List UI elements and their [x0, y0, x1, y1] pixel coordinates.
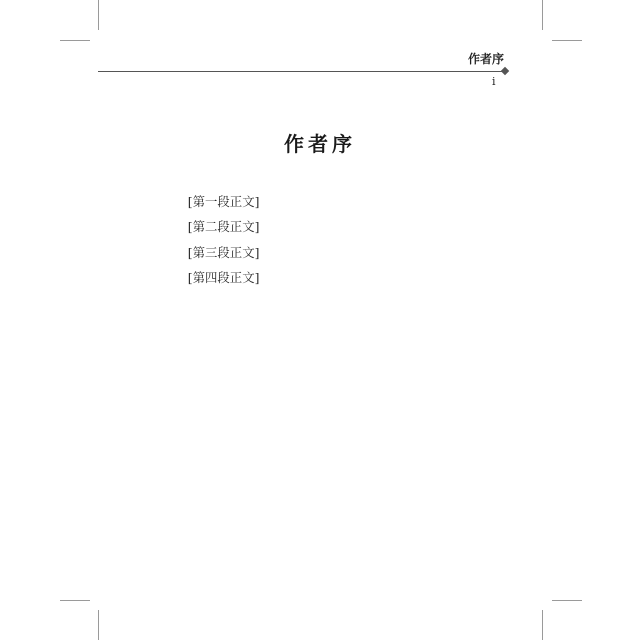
page-number: i	[492, 75, 496, 88]
crop-mark-top-right-h	[552, 40, 582, 41]
paragraph-1: [第一段正文]	[187, 194, 260, 209]
crop-mark-top-left-h	[60, 40, 90, 41]
header-diamond-ornament	[501, 67, 509, 75]
paragraph-2: [第二段正文]	[187, 219, 260, 235]
paragraph-3: [第三段正文]	[187, 244, 260, 260]
crop-mark-bottom-right-h	[552, 600, 582, 601]
crop-mark-bottom-right	[542, 610, 543, 640]
crop-mark-bottom-left-h	[60, 600, 90, 601]
paragraph-4: [第四段正文]	[187, 270, 260, 286]
body-text	[163, 190, 508, 292]
crop-mark-top-right	[542, 0, 543, 30]
header-rule	[98, 71, 502, 72]
crop-mark-bottom-left	[98, 610, 99, 640]
running-header-title: 作者序	[467, 52, 504, 66]
page-title: 作者序	[284, 132, 356, 156]
crop-mark-top-left	[98, 0, 99, 30]
